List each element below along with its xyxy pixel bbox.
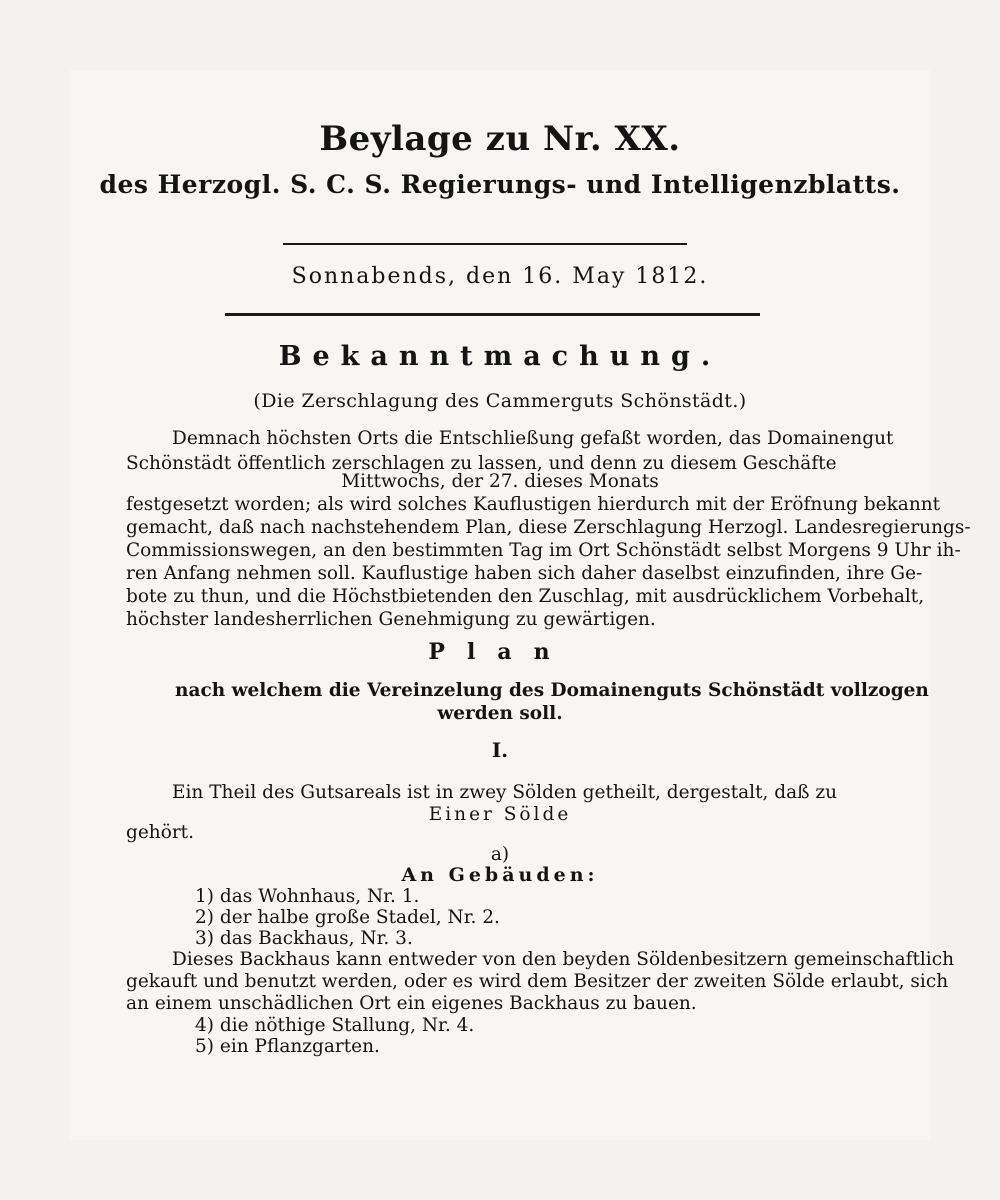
plan-title: Plan <box>428 639 572 665</box>
backhaus-line-2: gekauft und benutzt werden, oder es wird dem Besitzer der zweiten Sölde erlaubt, sich <box>126 971 949 992</box>
top-rule <box>283 243 687 245</box>
section-line-1: Ein Theil des Gutsareals ist in zwey Sölden getheilt, dergestalt, daß zu <box>172 782 838 803</box>
item-5: 5) ein Pflanzgarten. <box>195 1036 380 1057</box>
item-2: 2) der halbe große Stadel, Nr. 2. <box>195 907 500 928</box>
gazette-name: des Herzogl. S. C. S. Regierungs- und Intelligenzblatts. <box>99 170 901 199</box>
item-1: 1) das Wohnhaus, Nr. 1. <box>195 886 420 907</box>
notice-title: Bekanntmachung. <box>278 341 722 372</box>
plan-sub-line-2: werden soll. <box>437 703 563 724</box>
double-rule <box>225 313 760 316</box>
issue-date: Sonnabends, den 16. May 1812. <box>291 264 709 289</box>
notice-line-5: gemacht, daß nach nachstehendem Plan, diese Zerschlagung Herzogl. Landesregierungs- <box>126 517 971 538</box>
notice-line-2: Schönstädt öffentlich zerschlagen zu lassen, und denn zu diesem Geschäfte <box>126 453 837 474</box>
section-number: I. <box>491 738 509 762</box>
notice-line-4: festgesetzt worden; als wird solches Kauflustigen hierdurch mit der Eröfnung bekannt <box>126 494 941 515</box>
section-line-2: Einer Sölde <box>428 804 572 825</box>
backhaus-line-3: an einem unschädlichen Ort ein eigenes Backhaus zu bauen. <box>126 993 697 1014</box>
item-3: 3) das Backhaus, Nr. 3. <box>195 928 413 949</box>
sub-heading: An Gebäuden: <box>401 864 599 886</box>
notice-subtitle: (Die Zerschlagung des Cammerguts Schönstädt.) <box>253 390 747 412</box>
section-line-3: gehört. <box>126 822 195 843</box>
notice-line-8: bote zu thun, und die Höchstbietenden den Zuschlag, mit ausdrücklichem Vorbehalt, <box>126 586 925 607</box>
notice-line-1: Demnach höchsten Orts die Entschließung gefaßt worden, das Domainengut <box>172 428 894 449</box>
item-4: 4) die nöthige Stallung, Nr. 4. <box>195 1015 475 1036</box>
notice-line-6: Commissionswegen, an den bestimmten Tag im Ort Schönstädt selbst Morgens 9 Uhr ih- <box>126 540 961 561</box>
plan-sub-line-1: nach welchem die Vereinzelung des Domainenguts Schönstädt vollzogen <box>175 680 929 701</box>
notice-line-3: Mittwochs, der 27. dieses Monats <box>341 471 659 492</box>
notice-line-9: höchster landesherrlichen Genehmigung zu gewärtigen. <box>126 609 656 630</box>
supplement-title: Beylage zu Nr. XX. <box>319 119 681 159</box>
notice-line-7: ren Anfang nehmen soll. Kauflustige haben sich daher daselbst einzufinden, ihre Ge- <box>126 563 923 584</box>
backhaus-line-1: Dieses Backhaus kann entweder von den beyden Söldenbesitzern gemeinschaftlich <box>172 949 954 970</box>
sub-label: a) <box>490 844 510 865</box>
